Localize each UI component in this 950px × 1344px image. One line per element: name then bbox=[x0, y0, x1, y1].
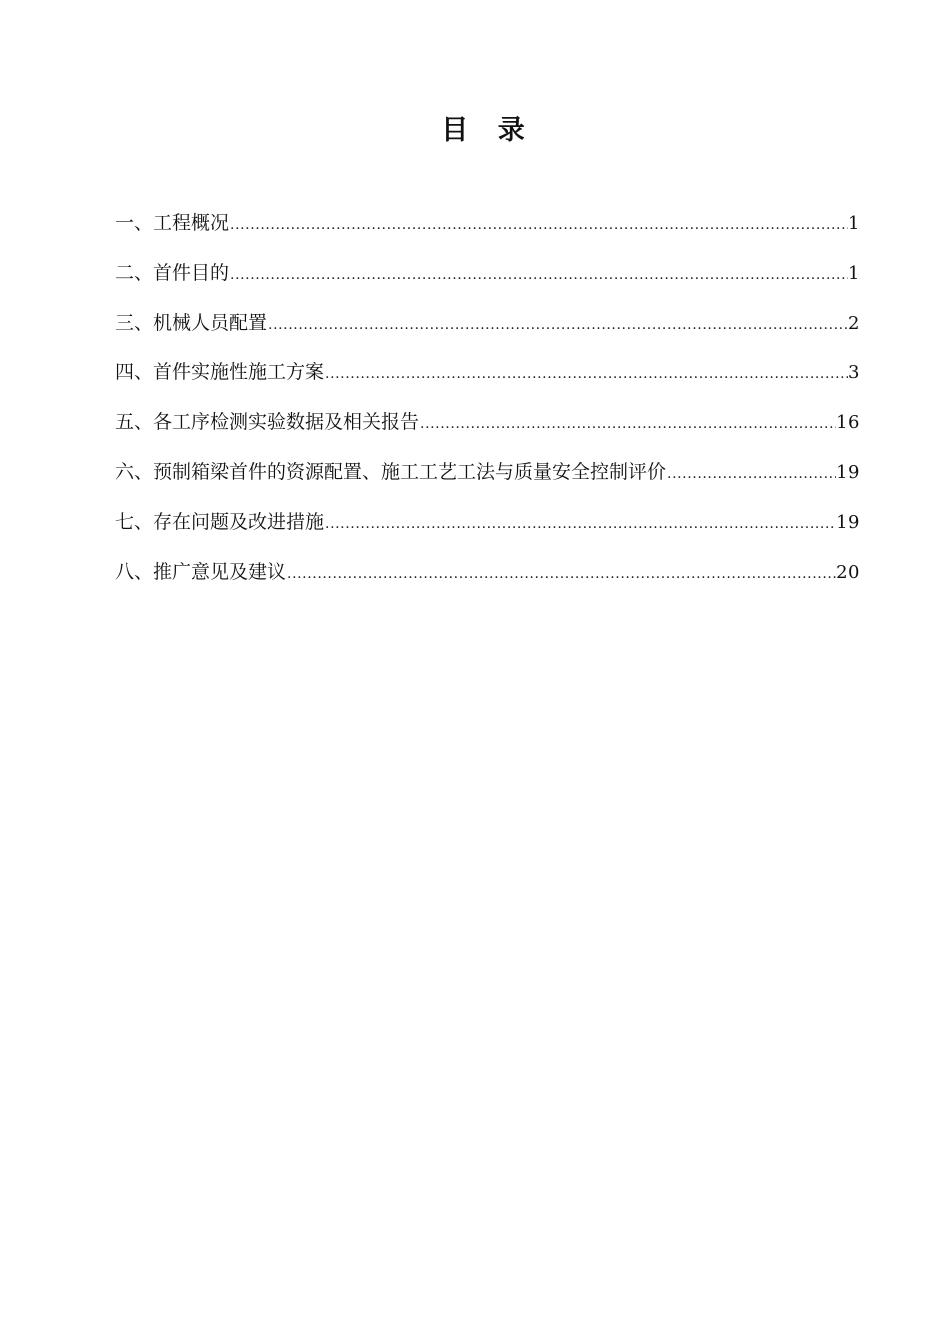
toc-entry-text: 五、各工序检测实验数据及相关报告 bbox=[115, 411, 420, 434]
table-of-contents bbox=[115, 208, 860, 606]
toc-entry-page: 1 bbox=[848, 213, 860, 234]
toc-entry-text: 一、工程概况 bbox=[115, 212, 230, 234]
toc-entry-page: 16 bbox=[836, 412, 860, 434]
toc-leader-dots bbox=[286, 559, 836, 589]
toc-entry[interactable] bbox=[115, 507, 860, 557]
toc-entry-text: 三、机械人员配置 bbox=[115, 311, 268, 334]
toc-entry[interactable] bbox=[115, 258, 860, 308]
toc-entry-page: 20 bbox=[836, 561, 860, 583]
toc-entry[interactable] bbox=[115, 407, 860, 457]
toc-leader-dots bbox=[666, 459, 836, 489]
toc-entry-page: 19 bbox=[836, 461, 860, 483]
toc-entry-text: 八、推广意见及建议 bbox=[115, 560, 287, 583]
toc-entry[interactable] bbox=[115, 308, 860, 358]
toc-entry-text: 六、预制箱梁首件的资源配置、施工工艺工法与质量安全控制评价 bbox=[115, 460, 667, 483]
toc-leader-dots bbox=[229, 210, 848, 240]
toc-entry-text: 二、首件目的 bbox=[115, 261, 230, 284]
toc-entry[interactable] bbox=[115, 557, 860, 607]
toc-leader-dots bbox=[324, 359, 848, 389]
toc-entry-page: 3 bbox=[848, 362, 860, 384]
toc-entry-page: 1 bbox=[848, 262, 860, 284]
toc-leader-dots bbox=[267, 310, 848, 340]
toc-entry-page: 2 bbox=[848, 312, 860, 334]
toc-entry[interactable] bbox=[115, 357, 860, 407]
toc-entry-text: 七、存在问题及改进措施 bbox=[115, 510, 325, 533]
toc-entry[interactable] bbox=[115, 208, 860, 258]
toc-entry-text: 四、首件实施性施工方案 bbox=[115, 361, 325, 384]
toc-leader-dots bbox=[324, 509, 836, 539]
toc-leader-dots bbox=[229, 260, 848, 290]
toc-entry-page: 19 bbox=[836, 511, 860, 533]
toc-title: 目 录 bbox=[441, 115, 535, 146]
toc-entry[interactable] bbox=[115, 457, 860, 507]
toc-leader-dots bbox=[419, 409, 836, 439]
